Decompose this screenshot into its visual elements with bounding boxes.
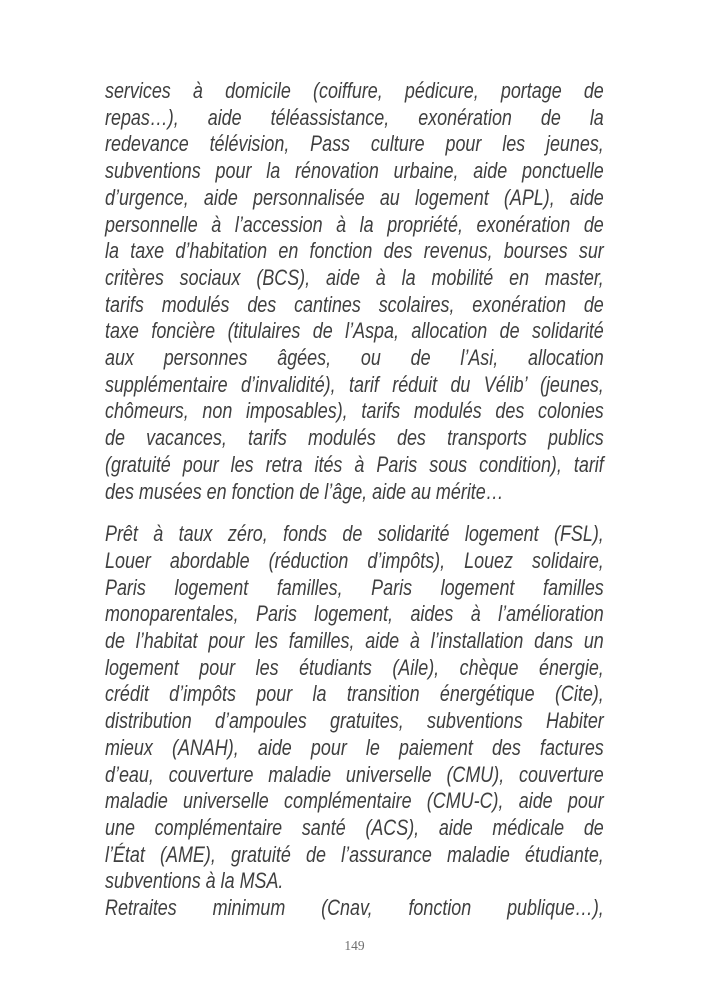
- body-text: [105, 78, 604, 922]
- text-line: critères sociaux (BCS), aide à la mobilité en master,: [105, 264, 604, 290]
- text-line: redevance télévision, Pass culture pour les jeunes,: [105, 131, 604, 157]
- text-line: de vacances, tarifs modulés des transports publics: [105, 425, 604, 451]
- text-line: de l’habitat pour les familles, aide à l’installation dans un: [105, 628, 604, 654]
- text-line: d’urgence, aide personnalisée au logement (APL), aide: [105, 184, 604, 210]
- text-line: chômeurs, non imposables), tarifs modulés des colonies: [105, 398, 604, 424]
- text-line: Louer abordable (réduction d’impôts), Louez solidaire,: [105, 547, 604, 573]
- text-line: (gratuité pour les retra ités à Paris sous condition), tarif: [105, 451, 604, 477]
- text-line: supplémentaire d’invalidité), tarif réduit du Vélib’ (jeunes,: [105, 371, 604, 397]
- text-line: maladie universelle complémentaire (CMU-C), aide pour: [105, 788, 604, 814]
- text-line: personnelle à l’accession à la propriété, exonération de: [105, 211, 604, 237]
- text-line: tarifs modulés des cantines scolaires, exonération de: [105, 291, 604, 317]
- text-line: l’État (AME), gratuité de l’assurance maladie étudiante,: [105, 841, 604, 867]
- text-line: Retraites minimum (Cnav, fonction publique…),: [105, 895, 604, 921]
- text-line: aux personnes âgées, ou de l’Asi, allocation: [105, 345, 604, 371]
- text-line: taxe foncière (titulaires de l’Aspa, allocation de solidarité: [105, 318, 604, 344]
- text-line: monoparentales, Paris logement, aides à l’amélioration: [105, 601, 604, 627]
- text-line: crédit d’impôts pour la transition énergétique (Cite),: [105, 681, 604, 707]
- text-line: mieux (ANAH), aide pour le paiement des factures: [105, 734, 604, 760]
- text-line: Prêt à taux zéro, fonds de solidarité logement (FSL),: [105, 521, 604, 547]
- text-line: subventions à la MSA.: [105, 868, 284, 894]
- text-line: logement pour les étudiants (Aile), chèque énergie,: [105, 654, 604, 680]
- page-number: 149: [344, 938, 365, 953]
- text-line: subventions pour la rénovation urbaine, aide ponctuelle: [105, 158, 604, 184]
- text-line: d’eau, couverture maladie universelle (CMU), couverture: [105, 761, 604, 787]
- paragraph: [105, 521, 604, 895]
- text-line: repas…), aide téléassistance, exonération de la: [105, 104, 604, 130]
- text-line: services à domicile (coiffure, pédicure, portage de: [105, 78, 604, 103]
- text-line: une complémentaire santé (ACS), aide médicale de: [105, 814, 604, 840]
- text-line: Paris logement familles, Paris logement familles: [105, 574, 604, 600]
- text-line: des musées en fonction de l’âge, aide au mérite…: [105, 478, 504, 504]
- text-line: distribution d’ampoules gratuites, subventions Habiter: [105, 708, 604, 734]
- paragraph: [105, 895, 604, 922]
- paragraph: [105, 78, 604, 505]
- text-line: la taxe d’habitation en fonction des revenus, bourses sur: [105, 238, 604, 264]
